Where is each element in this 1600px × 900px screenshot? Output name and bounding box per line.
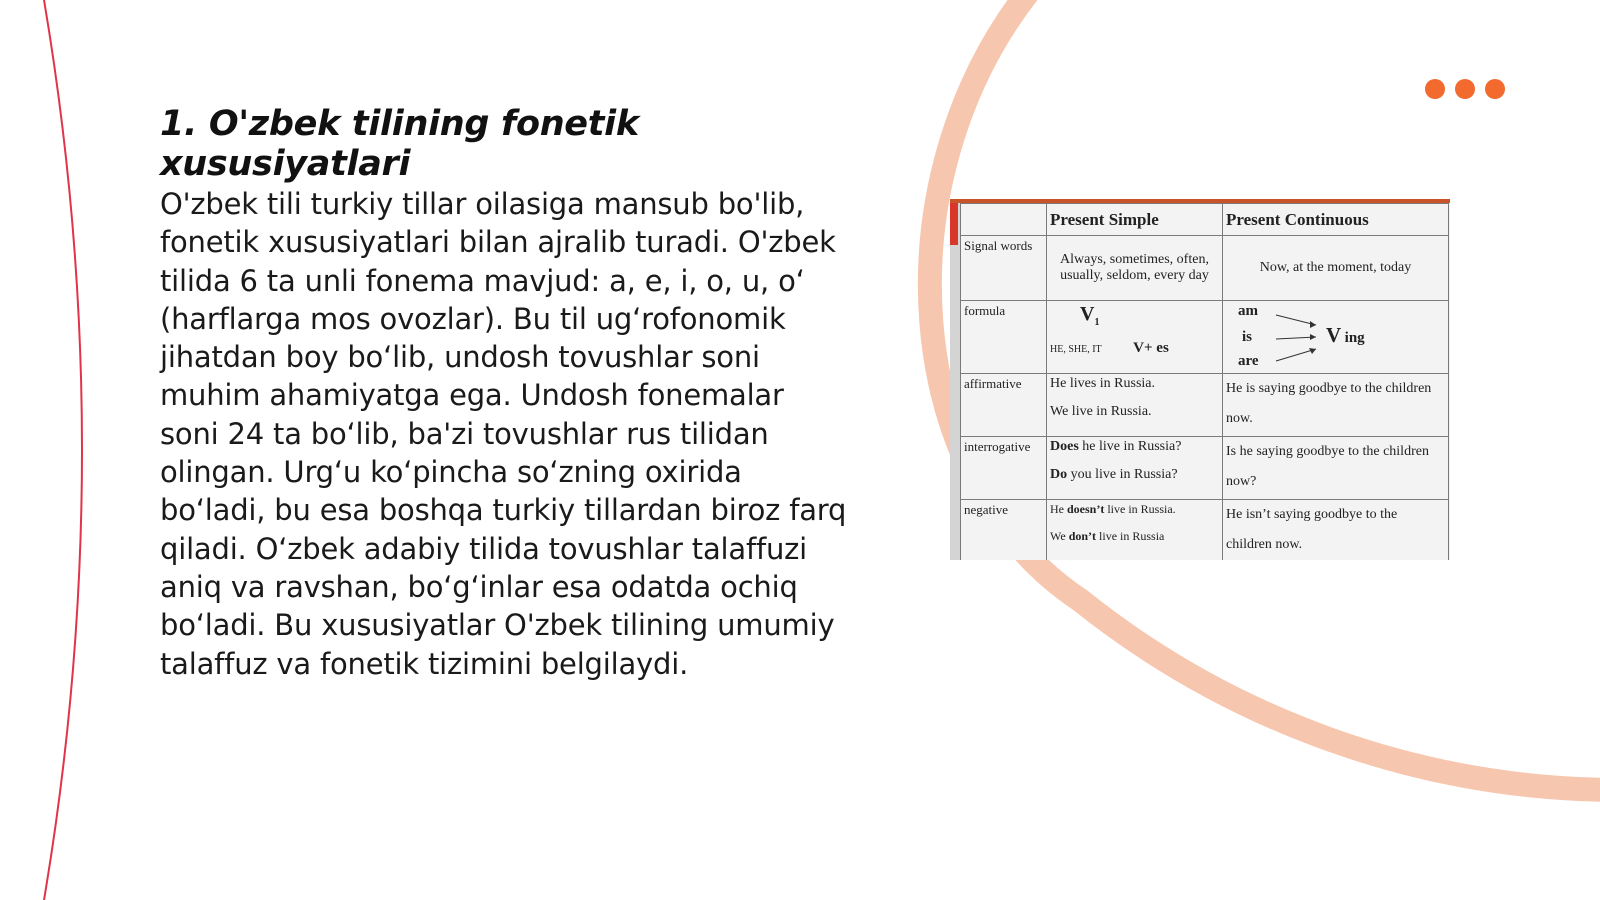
slide-body-text: O'zbek tili turkiy tillar oilasiga mansub bo'lib, fonetik xususiyatlari bilan ajralib turadi. O'zbek tilida 6 ta unli fonema mavjud: a, e, i, o, u, o‘ (harflarga mos ovozlar). Bu til ug‘rofonomik jihatdan boy bo‘lib, undosh tovushlar soni muhim ahamiyatga ega. Undosh fonemalar soni 24 ta bo‘lib, ba'zi tovushlar rus tilidan olingan. Urg‘u ko‘pincha so‘zning oxirida bo‘ladi, bu esa boshqa turkiy tillardan biroz farq qiladi. O‘zbek adabiy tilida tovushlar talaffuzi aniq va ravshan, bo‘g‘inlar esa odatda ochiq bo‘ladi. Bu xususiyatlar O'zbek tilining umumiy talaffuz va fonetik tizimini belgilaydi. bbox=[160, 187, 847, 681]
cell-signal-continuous: Now, at the moment, today bbox=[1223, 236, 1449, 301]
table-row bbox=[961, 500, 1449, 561]
formula-v-es: V+ es bbox=[1133, 340, 1169, 356]
formula-v1-letter: V bbox=[1080, 303, 1095, 325]
negative-line1-pre: He bbox=[1050, 502, 1067, 516]
cell-negative-continuous: He isn’t saying goodbye to the children now. bbox=[1223, 500, 1449, 561]
grammar-table bbox=[960, 203, 1449, 560]
formula-ving-ing: ing bbox=[1344, 330, 1365, 346]
formula-arrows-icon bbox=[1274, 307, 1322, 365]
table-red-mark bbox=[950, 203, 958, 245]
formula-v1 bbox=[1080, 303, 1219, 328]
header-empty-cell bbox=[961, 204, 1047, 236]
table-left-bar bbox=[950, 203, 960, 560]
formula-pronouns: HE, SHE, IT bbox=[1050, 344, 1102, 355]
header-present-simple: Present Simple bbox=[1047, 204, 1223, 236]
cell-formula-continuous bbox=[1223, 301, 1449, 374]
interrogative-do: Do bbox=[1050, 467, 1068, 482]
cell-affirmative-continuous: He is saying goodbye to the children now. bbox=[1223, 374, 1449, 437]
interrogative-line1-rest: he live in Russia? bbox=[1078, 439, 1182, 454]
interrogative-line2-rest: you live in Russia? bbox=[1067, 467, 1178, 482]
negative-line2-pre: We bbox=[1050, 529, 1069, 543]
row-label-affirmative: affirmative bbox=[961, 374, 1047, 437]
negative-line1-rest: live in Russia. bbox=[1104, 502, 1176, 516]
dot-icon bbox=[1455, 79, 1475, 99]
cell-signal-simple: Always, sometimes, often, usually, seldom, every day bbox=[1047, 236, 1223, 301]
formula-are: are bbox=[1238, 353, 1259, 369]
negative-line2-rest: live in Russia bbox=[1096, 529, 1165, 543]
formula-is: is bbox=[1242, 329, 1253, 345]
header-present-continuous: Present Continuous bbox=[1223, 204, 1449, 236]
row-label-formula: formula bbox=[961, 301, 1047, 374]
row-label-interrogative: interrogative bbox=[961, 437, 1047, 500]
table-row bbox=[961, 236, 1449, 301]
left-border-line bbox=[44, 0, 82, 900]
dot-icon bbox=[1485, 79, 1505, 99]
table-row bbox=[961, 437, 1449, 500]
cell-interrogative-simple bbox=[1047, 437, 1223, 500]
formula-am: am bbox=[1238, 303, 1258, 319]
table-header-row bbox=[961, 204, 1449, 236]
negative-simple-line1 bbox=[1050, 502, 1176, 516]
cell-formula-simple bbox=[1047, 301, 1223, 374]
formula-v-ing bbox=[1326, 323, 1365, 348]
dots-menu-decoration bbox=[1425, 79, 1505, 99]
formula-v1-sub: 1 bbox=[1094, 317, 1100, 328]
table-row bbox=[961, 374, 1449, 437]
negative-simple-line2 bbox=[1050, 529, 1219, 544]
negative-doesnt: doesn’t bbox=[1067, 502, 1105, 516]
grammar-table-image bbox=[950, 199, 1450, 560]
interrogative-simple-line1 bbox=[1050, 439, 1181, 454]
slide-title: 1. O'zbek tilining fonetik xususiyatlari bbox=[160, 104, 639, 184]
cell-affirmative-simple bbox=[1047, 374, 1223, 437]
dot-icon bbox=[1425, 79, 1445, 99]
affirmative-simple-line2: We live in Russia. bbox=[1050, 404, 1152, 419]
negative-dont: don’t bbox=[1068, 529, 1097, 543]
row-label-negative: negative bbox=[961, 500, 1047, 561]
cell-interrogative-continuous: Is he saying goodbye to the children now? bbox=[1223, 437, 1449, 500]
interrogative-simple-line2 bbox=[1050, 467, 1219, 483]
formula-ving-v: V bbox=[1326, 323, 1342, 347]
row-label-signal-words: Signal words bbox=[961, 236, 1047, 301]
affirmative-simple-line1: He lives in Russia. bbox=[1050, 376, 1155, 391]
table-row bbox=[961, 301, 1449, 374]
cell-negative-simple bbox=[1047, 500, 1223, 561]
interrogative-does: Does bbox=[1050, 439, 1079, 454]
